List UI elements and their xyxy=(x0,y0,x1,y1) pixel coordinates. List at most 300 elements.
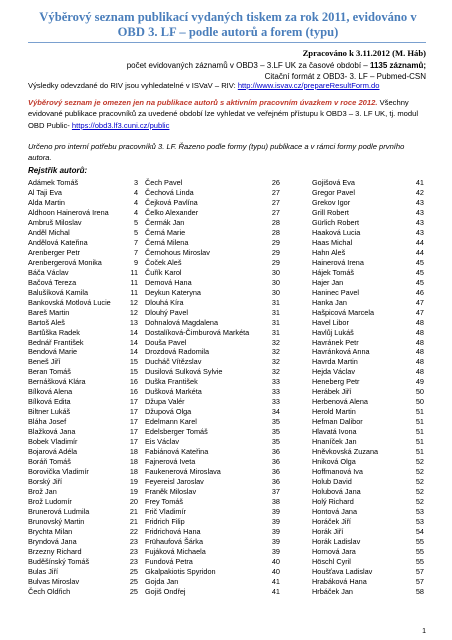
author-name: Beran Tomáš xyxy=(28,367,71,377)
author-index-row xyxy=(28,367,138,377)
author-name: Hněvkovská Zuzana xyxy=(312,447,379,457)
author-index-row xyxy=(312,298,427,308)
author-name: Brož Jan xyxy=(28,487,57,497)
author-page-number: 39 xyxy=(271,546,280,556)
author-name: Herábek Jiří xyxy=(312,387,352,397)
author-index-row xyxy=(312,567,427,577)
author-name: Báča Václav xyxy=(28,267,69,277)
author-index-row xyxy=(28,577,138,587)
author-name: Ambruš Miloslav xyxy=(28,217,82,227)
author-name: Černá Marie xyxy=(145,227,186,237)
author-index-row xyxy=(28,258,138,268)
author-index-row xyxy=(145,587,280,597)
author-name: Drozdová Radomila xyxy=(145,347,210,357)
author-name: Brož Ludomír xyxy=(28,497,72,506)
author-page-number: 32 xyxy=(271,337,280,347)
author-name: Adámek Tomáš xyxy=(28,178,79,187)
author-page-number: 14 xyxy=(129,327,138,337)
author-page-number: 48 xyxy=(415,357,424,367)
author-index-row xyxy=(28,387,138,397)
author-index-row xyxy=(312,357,427,367)
author-name: Hašpicová Marcela xyxy=(312,307,375,317)
riv-text: Výsledky odevzdané do RIV jsou vyhledatelné v ISVaV – RIV: xyxy=(28,81,236,90)
author-index-row xyxy=(145,367,280,377)
author-name: Douša Pavel xyxy=(145,337,187,347)
author-page-number: 43 xyxy=(415,217,424,227)
author-index-row xyxy=(145,347,280,357)
author-index-row xyxy=(145,397,280,407)
author-index-row xyxy=(145,338,280,348)
processed-date: Zpracováno k 3.11.2012 (M. Háb) xyxy=(302,48,426,58)
author-page-number: 17 xyxy=(129,407,138,417)
author-index-row xyxy=(312,397,427,407)
author-page-number: 49 xyxy=(415,377,424,387)
author-page-number: 4 xyxy=(133,197,138,207)
author-name: Haaková Lucia xyxy=(312,227,361,237)
author-page-number: 47 xyxy=(415,307,424,317)
author-page-number: 18 xyxy=(129,447,138,457)
author-page-number: 39 xyxy=(271,526,280,536)
author-name: Boráň Tomáš xyxy=(28,457,71,467)
author-index-row xyxy=(312,427,427,437)
author-page-number: 48 xyxy=(415,367,424,377)
author-page-number: 13 xyxy=(129,317,138,327)
author-page-number: 55 xyxy=(415,556,424,566)
author-index-row xyxy=(312,527,427,537)
author-index-row xyxy=(312,497,427,507)
obd-public-link[interactable]: https://obd3.lf3.cuni.cz/public xyxy=(71,120,170,130)
author-name: Bernášková Klára xyxy=(28,377,86,387)
author-index-row xyxy=(28,238,138,248)
author-name: Eis Václav xyxy=(145,437,180,447)
author-page-number: 12 xyxy=(129,307,138,317)
author-name: Al Taji Eva xyxy=(28,187,62,197)
author-page-number: 16 xyxy=(129,377,138,387)
author-name: Haas Michal xyxy=(312,237,353,247)
author-name: Havrda Martin xyxy=(312,357,358,367)
author-page-number: 51 xyxy=(415,417,424,427)
author-index-row xyxy=(312,447,427,457)
author-page-number: 17 xyxy=(129,397,138,407)
author-index-row xyxy=(28,467,138,477)
author-index-row xyxy=(312,547,427,557)
author-index-row xyxy=(312,437,427,447)
author-index-row xyxy=(28,188,138,198)
author-page-number: 52 xyxy=(415,457,424,467)
author-page-number: 19 xyxy=(129,487,138,497)
author-page-number: 27 xyxy=(271,207,280,217)
author-index-row xyxy=(145,437,280,447)
author-name: Arenberger Petr xyxy=(28,247,80,257)
author-page-number: 52 xyxy=(415,477,424,487)
author-page-number: 5 xyxy=(133,227,138,237)
author-name: Fridrich Filip xyxy=(145,516,185,526)
author-page-number: 30 xyxy=(271,267,280,277)
author-name: Dlouhá Kíra xyxy=(145,297,184,307)
author-name: Hájek Tomáš xyxy=(312,267,355,277)
author-name: Frey Tomáš xyxy=(145,497,183,506)
author-index-row xyxy=(28,567,138,577)
author-index-row xyxy=(145,517,280,527)
author-page-number: 7 xyxy=(133,247,138,257)
author-name: Brunovský Martin xyxy=(28,516,85,526)
author-name: Brunerová Ludmila xyxy=(28,506,90,516)
author-index-row xyxy=(312,367,427,377)
author-name: Dušková Markéta xyxy=(145,387,202,397)
author-page-number: 14 xyxy=(129,347,138,357)
author-name: Čejková Pavlína xyxy=(145,197,198,207)
author-name: Holub David xyxy=(312,477,352,487)
author-name: Aldhoon Hainerová Irena xyxy=(28,207,109,217)
author-page-number: 30 xyxy=(271,287,280,297)
author-page-number: 48 xyxy=(415,347,424,357)
author-name: Čuřík Karol xyxy=(145,267,182,277)
riv-line xyxy=(28,80,379,91)
author-page-number: 33 xyxy=(271,397,280,407)
author-index-row xyxy=(145,467,280,477)
author-name: Bulvas Miroslav xyxy=(28,576,80,586)
author-name: Balušíková Kamila xyxy=(28,287,89,297)
author-page-number: 11 xyxy=(130,267,138,277)
author-page-number: 9 xyxy=(133,257,138,267)
author-index-row xyxy=(28,338,138,348)
author-index-row xyxy=(145,417,280,427)
author-page-number: 33 xyxy=(271,377,280,387)
author-index-row xyxy=(28,507,138,517)
author-index-row xyxy=(312,178,427,188)
author-index-row xyxy=(28,407,138,417)
author-index-row xyxy=(28,377,138,387)
author-name: Hajer Jan xyxy=(312,277,344,287)
author-index-row xyxy=(145,447,280,457)
author-name: Höschl Cyril xyxy=(312,556,351,566)
author-name: Čechová Linda xyxy=(145,187,194,197)
author-index-row xyxy=(28,517,138,527)
author-index-row xyxy=(28,557,138,567)
author-index-row xyxy=(145,527,280,537)
author-page-number: 40 xyxy=(271,556,280,566)
author-name: Bobek Vladimír xyxy=(28,437,78,447)
author-index-row xyxy=(312,417,427,427)
author-index-row xyxy=(145,427,280,437)
author-index-row xyxy=(312,238,427,248)
author-page-number: 34 xyxy=(271,407,280,417)
author-page-number: 52 xyxy=(415,487,424,497)
author-page-number: 27 xyxy=(271,187,280,197)
author-name: Havránková Anna xyxy=(312,347,370,357)
author-page-number: 15 xyxy=(129,357,138,367)
author-name: Borovička Vladimír xyxy=(28,467,89,477)
author-page-number: 37 xyxy=(271,487,280,497)
title-divider xyxy=(28,42,426,43)
author-index-row xyxy=(312,457,427,467)
author-page-number: 36 xyxy=(271,477,280,487)
author-page-number: 54 xyxy=(415,526,424,536)
page-number: 1 xyxy=(422,628,426,635)
author-name: Borský Jiří xyxy=(28,477,63,487)
author-name: Horák Jiří xyxy=(312,526,344,536)
author-index-row xyxy=(312,577,427,587)
author-page-number: 43 xyxy=(415,227,424,237)
author-index-row xyxy=(145,318,280,328)
author-index-row xyxy=(28,318,138,328)
author-page-number: 4 xyxy=(133,207,138,217)
record-count-prefix: počet evidovaných záznamů v OBD3 – 3.LF UK za časové období – xyxy=(126,61,368,70)
author-index-row xyxy=(28,497,138,507)
author-name: Hahn Aleš xyxy=(312,247,346,257)
author-index-row xyxy=(145,298,280,308)
author-page-number: 18 xyxy=(129,467,138,477)
author-index-row xyxy=(28,347,138,357)
author-page-number: 39 xyxy=(271,516,280,526)
author-page-number: 23 xyxy=(129,536,138,546)
author-name: Bílková Edita xyxy=(28,397,71,407)
author-name: Havel Libor xyxy=(312,317,349,327)
author-name: Edelmann Karel xyxy=(145,417,197,427)
author-page-number: 55 xyxy=(415,546,424,556)
author-name: Houšťava Ladislav xyxy=(312,566,373,576)
author-name: Bojarová Adéla xyxy=(28,447,78,457)
author-page-number: 17 xyxy=(129,427,138,437)
author-page-number: 3 xyxy=(133,178,138,187)
author-index-row xyxy=(145,357,280,367)
author-index-row xyxy=(312,328,427,338)
author-page-number: 53 xyxy=(415,516,424,526)
author-name: Bačová Tereza xyxy=(28,277,77,287)
author-page-number: 16 xyxy=(129,387,138,397)
author-index-row xyxy=(28,447,138,457)
author-name: Gojiš Ondřej xyxy=(145,586,186,596)
author-page-number: 31 xyxy=(271,297,280,307)
author-page-number: 35 xyxy=(271,417,280,427)
author-page-number: 50 xyxy=(415,397,424,407)
author-index-row xyxy=(28,427,138,437)
author-name: Čelko Alexander xyxy=(145,207,199,217)
author-page-number: 29 xyxy=(271,237,280,247)
author-name: Horák Ladislav xyxy=(312,536,361,546)
author-name: Havlůj Lukáš xyxy=(312,327,354,337)
author-name: Bulas Jiří xyxy=(28,566,59,576)
author-index-row xyxy=(312,377,427,387)
author-name: Biltner Lukáš xyxy=(28,407,71,417)
author-index-row xyxy=(312,218,427,228)
author-page-number: 45 xyxy=(415,277,424,287)
author-index-column-3 xyxy=(312,178,427,597)
author-index-row xyxy=(28,477,138,487)
author-index-row xyxy=(28,278,138,288)
author-index-row xyxy=(145,258,280,268)
author-index-row xyxy=(312,258,427,268)
author-name: Hoffmanová Iva xyxy=(312,467,363,477)
author-name: Hejda Václav xyxy=(312,367,355,377)
author-page-number: 48 xyxy=(415,327,424,337)
author-page-number: 19 xyxy=(129,477,138,487)
author-name: Hrbáček Jan xyxy=(312,586,353,596)
author-page-number: 11 xyxy=(130,287,138,297)
author-index-row xyxy=(312,537,427,547)
author-name: Bláha Josef xyxy=(28,417,67,427)
author-index-row xyxy=(145,457,280,467)
author-index-row xyxy=(145,577,280,587)
author-name: Anděl Michal xyxy=(28,227,70,237)
author-index-row xyxy=(145,228,280,238)
author-page-number: 29 xyxy=(271,257,280,267)
author-page-number: 58 xyxy=(415,586,424,596)
author-index-row xyxy=(312,188,427,198)
author-page-number: 23 xyxy=(129,556,138,566)
author-index-row xyxy=(28,417,138,427)
author-page-number: 36 xyxy=(271,447,280,457)
author-index-row xyxy=(145,198,280,208)
author-index-row xyxy=(145,218,280,228)
author-index-row xyxy=(28,218,138,228)
author-name: Džupa Valér xyxy=(145,397,185,407)
author-index-row xyxy=(145,328,280,338)
author-name: Horáček Jiří xyxy=(312,516,351,526)
author-name: Hefman Dalibor xyxy=(312,417,363,427)
author-index-row xyxy=(145,308,280,318)
author-name: Haninec Pavel xyxy=(312,287,360,297)
author-page-number: 18 xyxy=(129,457,138,467)
author-name: Edelsberger Tomáš xyxy=(145,427,208,437)
author-index-row xyxy=(28,208,138,218)
author-index-row xyxy=(312,407,427,417)
author-index-row xyxy=(312,587,427,597)
author-name: Faukenerová Miroslava xyxy=(145,467,221,477)
author-name: Duška František xyxy=(145,377,198,387)
author-index-row xyxy=(312,268,427,278)
author-page-number: 36 xyxy=(271,457,280,467)
author-index-row xyxy=(312,278,427,288)
author-name: Holý Richard xyxy=(312,497,354,506)
author-index-row xyxy=(145,278,280,288)
author-page-number: 41 xyxy=(271,576,280,586)
author-page-number: 47 xyxy=(415,297,424,307)
author-index-row xyxy=(145,387,280,397)
author-page-number: 46 xyxy=(415,287,424,297)
author-index-row xyxy=(28,547,138,557)
author-page-number: 35 xyxy=(271,427,280,437)
author-index-row xyxy=(28,328,138,338)
author-name: Blažková Jana xyxy=(28,427,76,437)
author-index-row xyxy=(145,238,280,248)
author-index-heading: Rejstřík autorů: xyxy=(28,166,88,175)
author-name: Bartůška Radek xyxy=(28,327,80,337)
author-index-row xyxy=(28,178,138,188)
author-page-number: 17 xyxy=(129,437,138,447)
author-name: Buděšínský Tomáš xyxy=(28,556,90,566)
author-index-row xyxy=(312,477,427,487)
author-page-number: 29 xyxy=(271,247,280,257)
author-index-row xyxy=(145,248,280,258)
author-name: Dostalíková-Čimburová Markéta xyxy=(145,327,250,337)
citation-format: Citační formát z OBD3- 3. LF – Pubmed-CSN xyxy=(264,72,426,81)
author-page-number: 26 xyxy=(271,178,280,187)
author-index-row xyxy=(145,377,280,387)
author-name: Hornová Jara xyxy=(312,546,356,556)
author-page-number: 22 xyxy=(129,526,138,536)
author-index-row xyxy=(145,477,280,487)
author-index-row xyxy=(145,268,280,278)
author-name: Bankovská Motlová Lucie xyxy=(28,297,111,307)
author-index-row xyxy=(28,308,138,318)
author-name: Grill Robert xyxy=(312,207,349,217)
author-page-number: 36 xyxy=(271,467,280,477)
author-page-number: 57 xyxy=(415,576,424,586)
author-name: Hanka Jan xyxy=(312,297,347,307)
author-name: Džupová Olga xyxy=(145,407,192,417)
author-name: Čoček Aleš xyxy=(145,257,182,267)
author-page-number: 51 xyxy=(415,427,424,437)
author-page-number: 55 xyxy=(415,536,424,546)
author-name: Čech Oldřich xyxy=(28,586,71,596)
author-index-row xyxy=(145,547,280,557)
author-name: Herbenová Alena xyxy=(312,397,368,407)
author-index-row xyxy=(28,298,138,308)
riv-link[interactable]: http://www.isvav.cz/prepareResultForm.do xyxy=(237,81,380,90)
author-page-number: 25 xyxy=(129,566,138,576)
author-name: Ducháč Vítězslav xyxy=(145,357,202,367)
author-name: Gkalpakiotis Spyridon xyxy=(145,566,216,576)
author-page-number: 33 xyxy=(271,387,280,397)
author-index-row xyxy=(28,537,138,547)
author-page-number: 57 xyxy=(415,566,424,576)
author-name: Bartoš Aleš xyxy=(28,317,65,327)
author-page-number: 21 xyxy=(129,516,138,526)
author-index-row xyxy=(312,467,427,477)
author-index-row xyxy=(145,208,280,218)
usage-note: Určeno pro interní potřebu pracovníků 3. LF. Řazeno podle formy (typu) publikace a v rámci formy podle prvního autora. xyxy=(28,142,405,163)
author-name: Hainerová Irena xyxy=(312,257,364,267)
author-page-number: 41 xyxy=(415,178,424,187)
author-name: Bílková Alena xyxy=(28,387,73,397)
record-count-value: 1135 záznamů; xyxy=(369,61,426,70)
author-name: Frič Vladimír xyxy=(145,506,186,516)
author-index-row xyxy=(312,517,427,527)
author-index-row xyxy=(312,318,427,328)
author-index-row xyxy=(28,437,138,447)
author-page-number: 52 xyxy=(415,497,424,506)
author-page-number: 23 xyxy=(129,546,138,556)
author-name: Fajnerová Iveta xyxy=(145,457,196,467)
author-name: Fundová Petra xyxy=(145,556,193,566)
author-page-number: 32 xyxy=(271,367,280,377)
author-page-number: 51 xyxy=(415,447,424,457)
author-page-number: 40 xyxy=(271,566,280,576)
author-name: Hnaníček Jan xyxy=(312,437,357,447)
author-index-row xyxy=(312,387,427,397)
author-index-row xyxy=(312,288,427,298)
author-index-row xyxy=(28,228,138,238)
author-name: Černá Milena xyxy=(145,237,189,247)
author-page-number: 32 xyxy=(271,357,280,367)
author-name: Grekov Igor xyxy=(312,197,351,207)
author-name: Čermák Jan xyxy=(145,217,185,227)
author-page-number: 44 xyxy=(415,247,424,257)
scope-paragraph xyxy=(28,97,428,131)
author-page-number: 32 xyxy=(271,347,280,357)
author-page-number: 11 xyxy=(130,277,138,287)
author-name: Herold Martin xyxy=(312,407,356,417)
author-page-number: 45 xyxy=(415,257,424,267)
author-name: Gojišová Eva xyxy=(312,178,355,187)
record-count-line xyxy=(127,60,426,71)
author-page-number: 48 xyxy=(415,337,424,347)
author-page-number: 15 xyxy=(129,367,138,377)
author-name: Deykun Kateryna xyxy=(145,287,201,297)
author-name: Frühaufová Šárka xyxy=(145,536,204,546)
author-name: Demová Hana xyxy=(145,277,192,287)
